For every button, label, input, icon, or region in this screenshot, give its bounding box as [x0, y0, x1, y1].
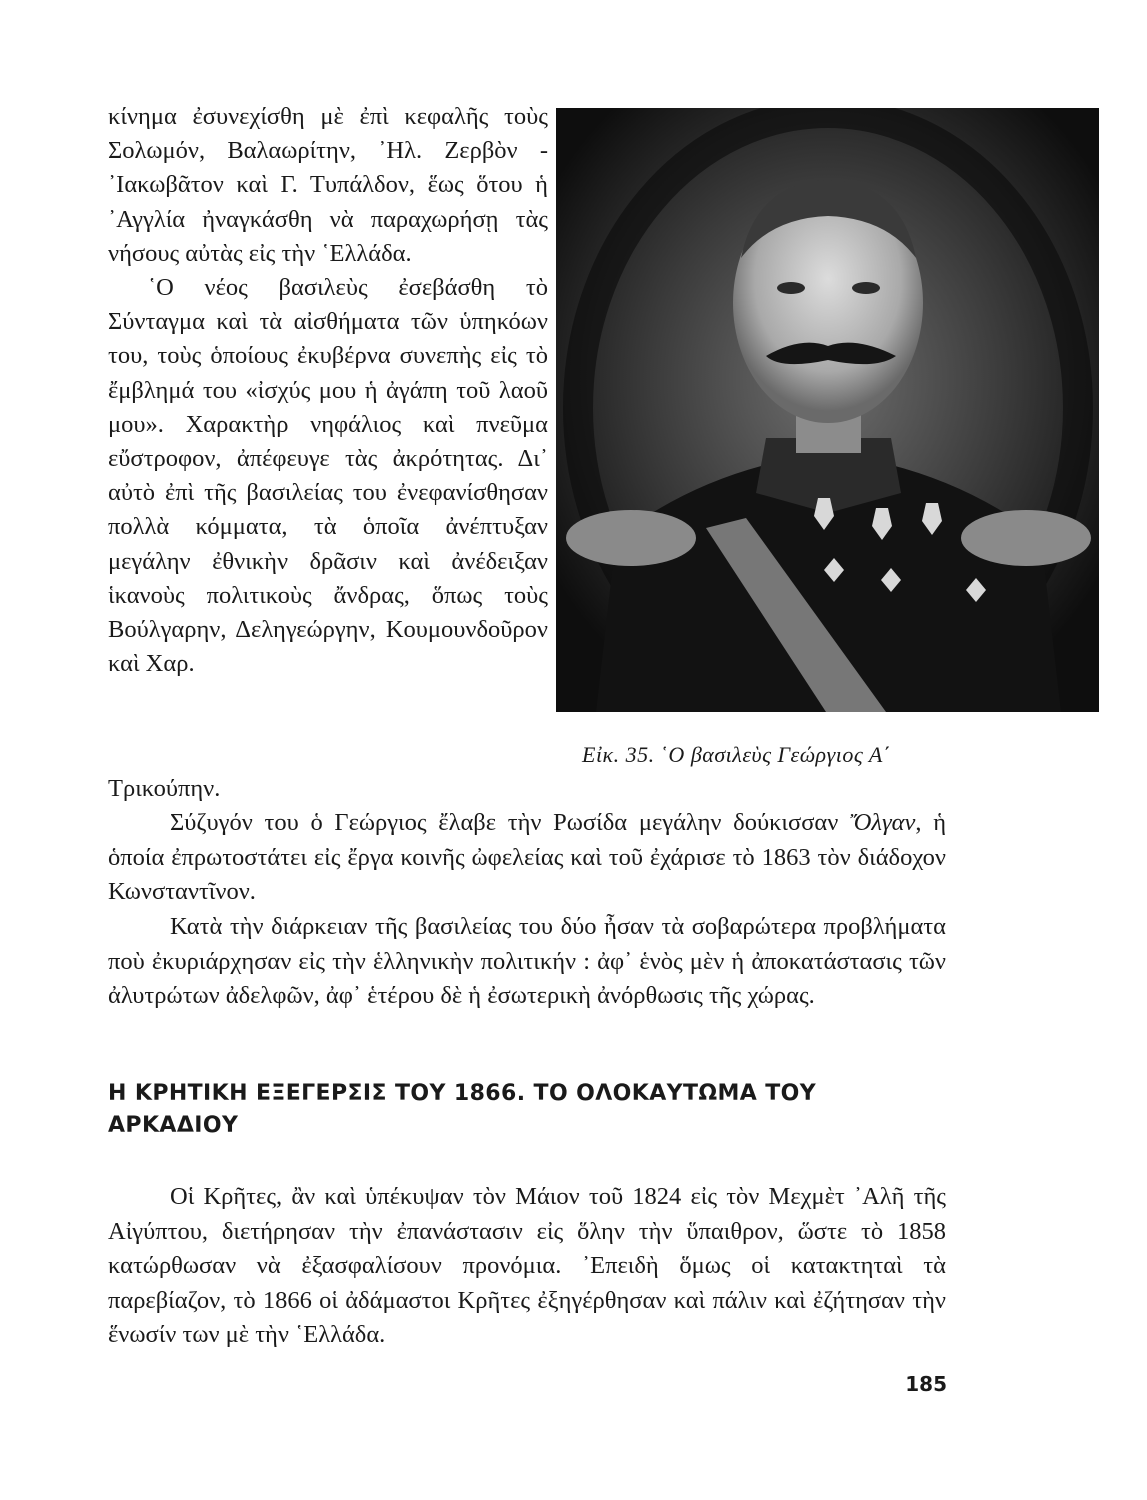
- section-heading-line2: ΑΡΚΑΔΙΟΥ: [108, 1113, 239, 1138]
- section-heading: [108, 1078, 908, 1142]
- olga-rest: , ἡ ὁποία ἐπρωτοστάτει εἰς ἔργα κοινῆς ὠφελείας καὶ τοῦ ἐχάρισε τὸ 1863 τὸν διάδοχον Κωνσταντῖνον.: [108, 809, 946, 905]
- olga-name: Ὄλγαν: [850, 809, 916, 836]
- paragraph-ionian-islands: κίνημα ἐσυνεχίσθη μὲ ἐπὶ κεφαλῆς τοὺς Σολωμόν, Βαλαωρίτην, ᾿Ηλ. Ζερβὸν - ᾿Ιακωβᾶτον καὶ Γ. Τυπάλδον, ἕως ὅτου ἡ ᾿Αγγλία ἠναγκάσθη νὰ παραχωρήσῃ τὰς νήσους αὐτὰς εἰς τὴν ῾Ελλάδα.: [108, 103, 548, 267]
- paragraph-new-king: ῾Ο νέος βασιλεὺς ἐσεβάσθη τὸ Σύνταγμα καὶ τὰ αἰσθήματα τῶν ὑπηκόων του, τοὺς ὁποίους ἐκυβέρνα συνεπὴς εἰς τὸ ἔμβλημά του «ἰσχύς μου ἡ ἀγάπη τοῦ λαοῦ μου». Χαρακτὴρ νηφάλιος καὶ πνεῦμα εὔστροφον, ἀπέφευγε τὰς ἀκρότητας. Δι᾿ αὐτὸ ἐπὶ τῆς βασιλείας του ἐνεφανίσθησαν πολλὰ κόμματα, τὰ ὁποῖα ἀνέπτυξαν μεγάλην ἐθνικὴν δρᾶσιν καὶ ἀνέδειξαν ἱκανοὺς πολιτικοὺς ἄνδρας, ὅπως τοὺς Βούλγαρην, Δεληγεώργην, Κουμουνδοῦρον καὶ Χαρ.: [108, 274, 548, 678]
- figure-caption: Εἰκ. 35. ῾Ο βασιλεὺς Γεώργιος Α΄: [582, 742, 891, 767]
- king-george-portrait: [556, 108, 1099, 712]
- olga-lead: Σύζυγόν του ὁ Γεώργιος ἔλαβε τὴν Ρωσίδα μεγάλην δούκισσαν: [170, 809, 851, 836]
- paragraph-olga: [108, 806, 946, 910]
- paragraph-problems: [108, 910, 946, 1014]
- trailing-line: Τρικούπην.: [108, 775, 221, 802]
- paragraph-crete: [108, 1180, 946, 1353]
- problems-text: Κατὰ τὴν διάρκειαν τῆς βασιλείας του δύο ἦσαν τὰ σοβαρώτερα προβλήματα ποὺ ἐκυριάρχησαν εἰς τὴν ἑλληνικὴν πολιτικήν : ἀφ᾿ ἑνὸς μὲν ἡ ἀποκατάστασις τῶν ἀλυτρώτων ἀδελφῶν, ἀφ᾿ ἑτέρου δὲ ἡ ἐσωτερικὴ ἀνόρθωσις τῆς χώρας.: [108, 913, 946, 1009]
- page-number: 185: [905, 1372, 947, 1396]
- left-column-text: [108, 100, 548, 681]
- crete-text: Οἱ Κρῆτες, ἂν καὶ ὑπέκυψαν τὸν Μάιον τοῦ 1824 εἰς τὸν Μεχμὲτ ᾿Αλῆ τῆς Αἰγύπτου, διετήρησαν τὴν ἐπανάστασιν εἰς ὅλην τὴν ὕπαιθρον, ὥστε τὸ 1858 κατώρθωσαν νὰ ἐξασφαλίσουν προνόμια. ᾿Επειδὴ ὅμως οἱ κατακτηταὶ τὰ παρεβίαζον, τὸ 1866 οἱ ἀδάμαστοι Κρῆτες ἐξηγέρθησαν καὶ πάλιν καὶ ἐζήτησαν τὴν ἕνωσίν των μὲ τὴν ῾Ελλάδα.: [108, 1183, 946, 1348]
- section-heading-line1: Η ΚΡΗΤΙΚΗ ΕΞΕΓΕΡΣΙΣ ΤΟΥ 1866. ΤΟ ΟΛΟΚΑΥΤΩΜΑ ΤΟΥ: [108, 1081, 817, 1106]
